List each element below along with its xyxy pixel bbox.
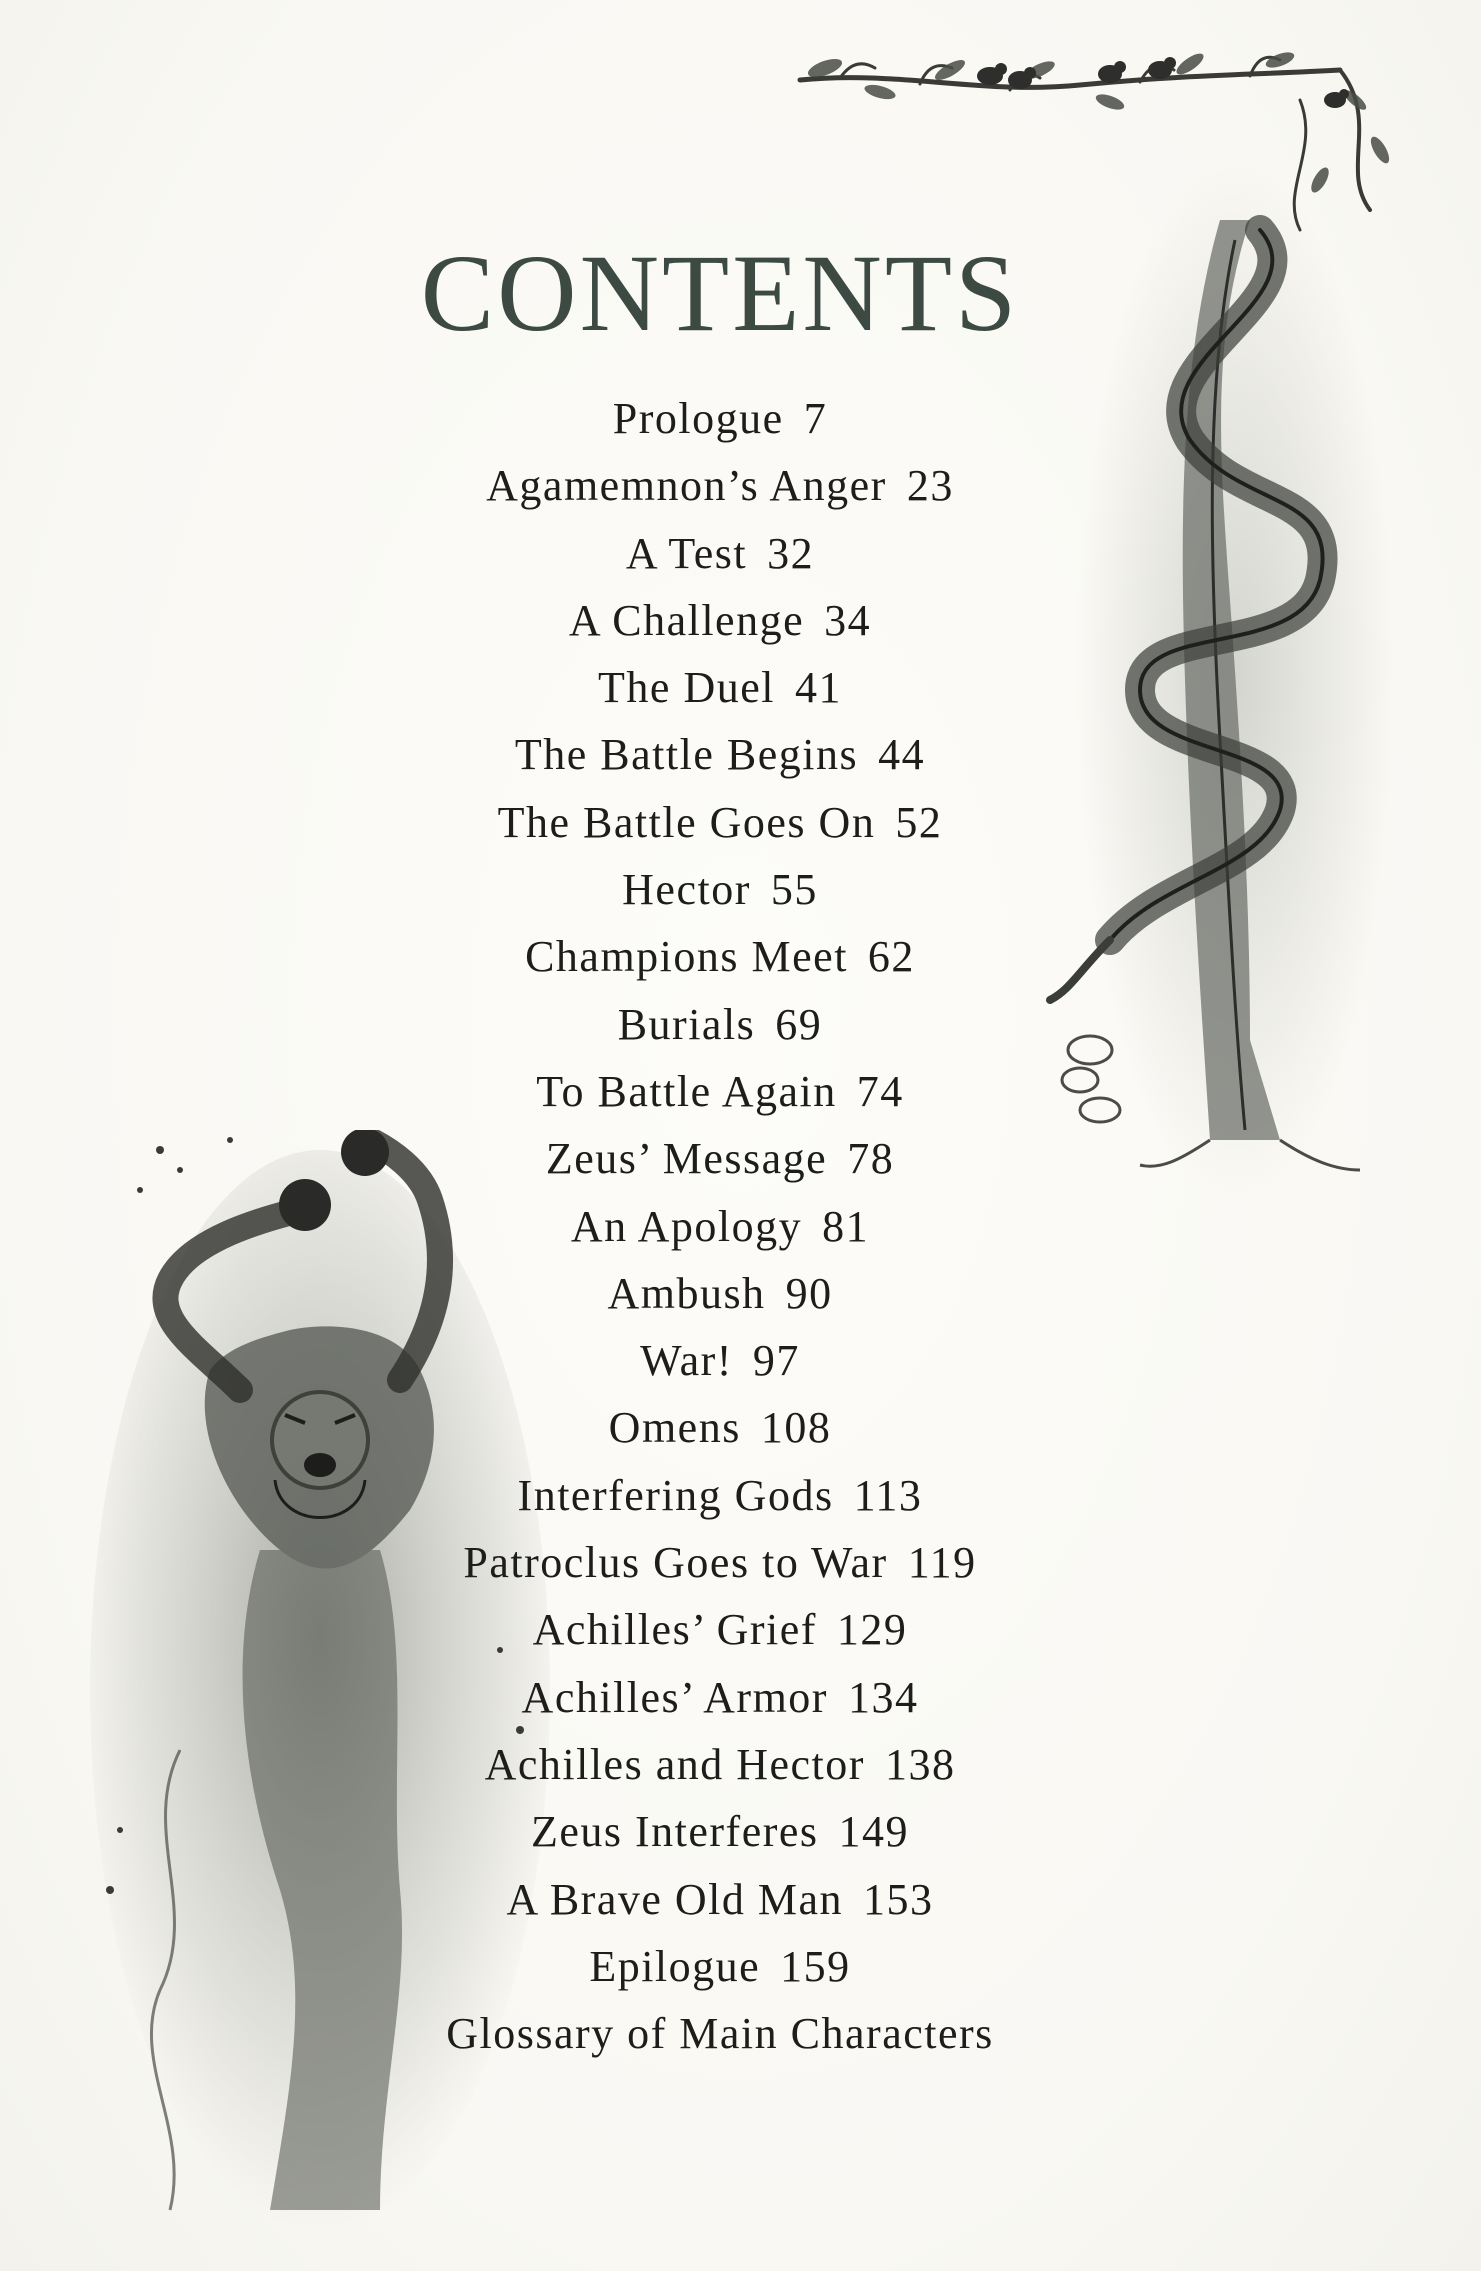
entry-title: An Apology [570,1201,803,1251]
toc-entry [0,789,1440,856]
toc-entry [0,856,1440,923]
entry-page: 108 [760,1403,832,1453]
entry-title: Agamemnon’s Anger [486,461,887,511]
entry-title: The Duel [598,663,775,713]
entry-page: 81 [822,1201,870,1251]
entry-title: Champions Meet [525,932,848,982]
entry-title: To Battle Again [536,1066,837,1116]
toc-entry [0,1933,1440,2000]
entry-page: 97 [752,1336,800,1386]
entry-title: War! [640,1336,733,1386]
entry-page: 138 [884,1739,956,1789]
toc-entry [0,721,1440,788]
toc-entry [0,2000,1440,2067]
entry-page: 7 [803,394,828,443]
entry-page: 32 [767,528,815,578]
entry-page: 44 [878,730,926,780]
toc-entry [0,923,1440,990]
entry-title: Patroclus Goes to War [463,1538,888,1588]
entry-title: Achilles’ Armor [521,1672,828,1722]
entry-page: 129 [836,1605,908,1655]
entry-page: 55 [770,865,818,915]
entry-page: 62 [867,932,915,982]
entry-page: 74 [856,1066,904,1116]
entry-page: 134 [847,1672,919,1722]
entry-title: Prologue [612,394,784,443]
toc-entry [0,1193,1440,1260]
entry-title: Ambush [607,1268,766,1318]
entry-title: Glossary of Main Characters [446,2009,994,2059]
toc-entry [0,1462,1440,1529]
toc-entry [0,1866,1440,1933]
entry-page: 34 [824,595,872,645]
entry-page: 159 [780,1941,851,1991]
toc-entry [0,1798,1440,1865]
entry-title: Interfering Gods [517,1470,834,1520]
contents-list [0,385,1440,2067]
entry-page: 153 [863,1874,934,1924]
toc-entry [0,991,1440,1058]
entry-title: Epilogue [589,1941,761,1991]
toc-entry [0,1529,1440,1596]
entry-title: The Battle Begins [514,730,859,780]
toc-entry [0,587,1440,654]
entry-title: Achilles’ Grief [532,1605,817,1655]
entry-title: Zeus Interferes [530,1807,819,1857]
toc-entry [0,385,1440,452]
entry-page: 78 [847,1134,895,1184]
entry-page: 90 [785,1268,833,1318]
toc-entry [0,654,1440,721]
entry-title: A Test [625,528,748,578]
toc-entry [0,520,1440,587]
entry-title: Achilles and Hector [484,1739,865,1789]
entry-page: 41 [794,663,842,713]
entry-title: Hector [622,865,751,915]
entry-page: 52 [895,797,943,847]
toc-entry [0,1058,1440,1125]
toc-entry [0,1664,1440,1731]
toc-entry [0,452,1440,519]
bird-icons [977,57,1349,108]
toc-entry [0,1596,1440,1663]
entry-title: A Challenge [568,595,805,645]
page-title: CONTENTS [420,232,1020,354]
entry-page: 119 [907,1538,977,1588]
entry-page: 149 [838,1807,910,1857]
entry-title: Omens [608,1403,741,1453]
toc-entry [0,1731,1440,1798]
toc-entry [0,1260,1440,1327]
entry-page: 113 [853,1470,923,1520]
entry-title: The Battle Goes On [497,797,876,847]
toc-entry [0,1327,1440,1394]
entry-title: A Brave Old Man [506,1874,844,1924]
toc-entry [0,1125,1440,1192]
entry-page: 69 [775,999,823,1049]
entry-title: Zeus’ Message [545,1134,828,1184]
entry-page: 23 [906,461,954,511]
toc-entry [0,1394,1440,1461]
entry-title: Burials [617,999,756,1049]
